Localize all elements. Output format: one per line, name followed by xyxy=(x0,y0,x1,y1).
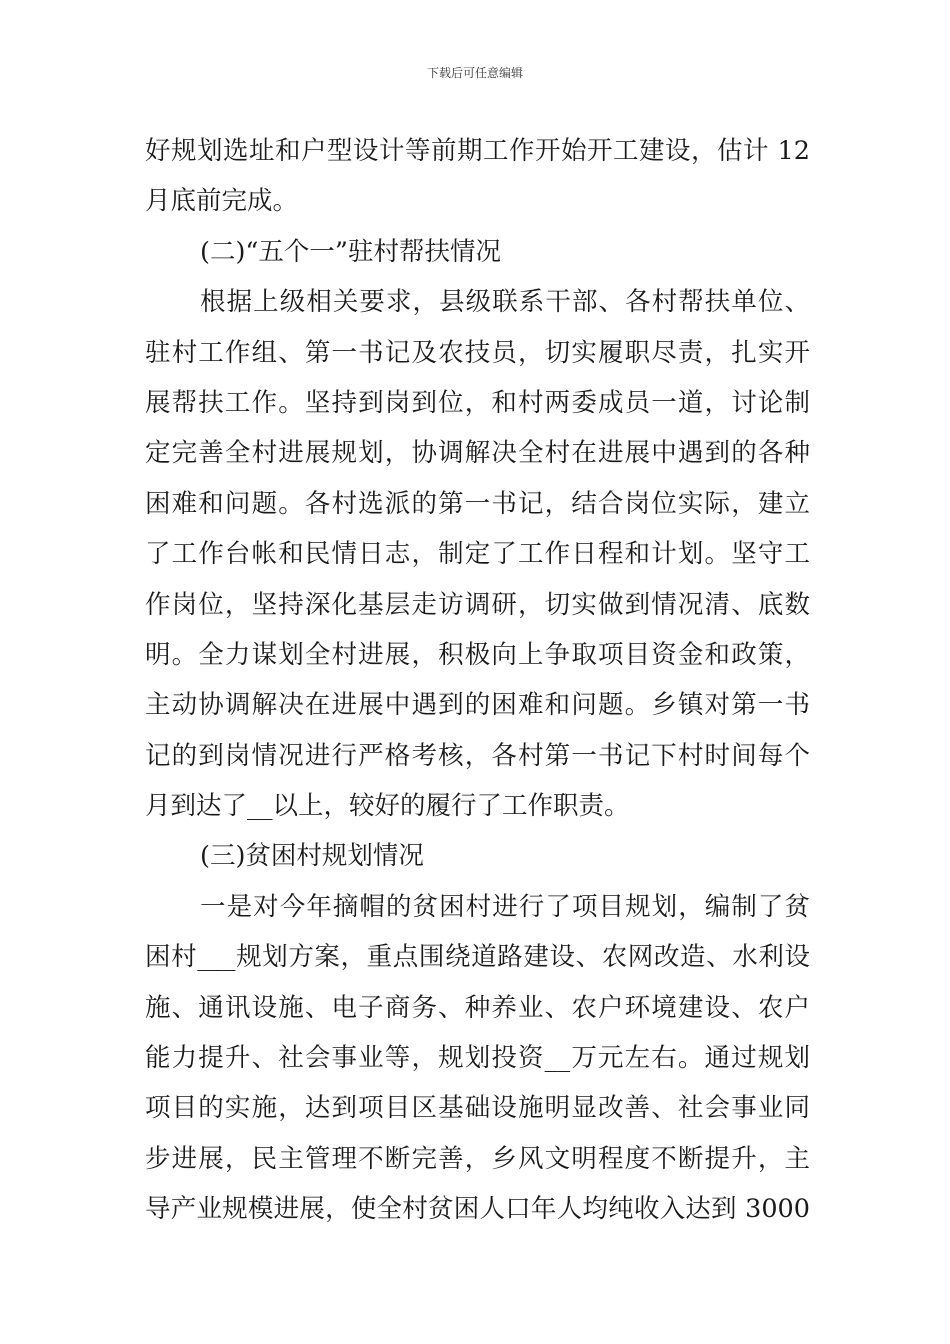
text-line: 能力提升、社会事业等，规划投资__万元左右。通过规划 xyxy=(145,1043,810,1074)
section-heading: (二)“五个一”驻村帮扶情况 xyxy=(200,236,501,267)
text-line: 施、通讯设施、电子商务、种养业、农户环境建设、农户 xyxy=(145,992,810,1023)
text-line: 定完善全村进展规划，协调解决全村在进展中遇到的各种 xyxy=(145,438,810,469)
text-line: 记的到岗情况进行严格考核，各村第一书记下村时间每个 xyxy=(145,740,810,771)
text-line: 明。全力谋划全村进展，积极向上争取项目资金和政策， xyxy=(145,639,810,670)
section-heading: (三)贫困村规划情况 xyxy=(200,841,424,872)
text-line: 步进展，民主管理不断完善，乡风文明程度不断提升，主 xyxy=(145,1143,810,1174)
page-header: 下载后可任意编辑 xyxy=(426,66,523,80)
text-line: 月底前完成。 xyxy=(145,186,299,217)
text-line: 困难和问题。各村选派的第一书记，结合岗位实际，建立 xyxy=(145,488,810,519)
text-line: 好规划选址和户型设计等前期工作开始开工建设，估计 12 xyxy=(145,136,810,166)
text-line: 项目的实施，达到项目区基础设施明显改善、社会事业同 xyxy=(145,1093,810,1124)
text-line: 导产业规模进展，使全村贫困人口年人均纯收入达到 3000 xyxy=(145,1194,810,1225)
text-line: 根据上级相关要求，县级联系干部、各村帮扶单位、 xyxy=(200,287,810,318)
text-line: 展帮扶工作。坚持到岗到位，和村两委成员一道，讨论制 xyxy=(145,387,810,418)
text-line: 作岗位，坚持深化基层走访调研，切实做到情况清、底数 xyxy=(145,589,810,620)
text-line: 了工作台帐和民情日志，制定了工作日程和计划。坚守工 xyxy=(145,539,810,570)
text-line: 一是对今年摘帽的贫困村进行了项目规划，编制了贫 xyxy=(200,891,810,922)
text-line: 困村___规划方案，重点围绕道路建设、农网改造、水利设 xyxy=(145,942,810,973)
body-text xyxy=(145,126,810,1235)
text-line: 驻村工作组、第一书记及农技员，切实履职尽责，扎实开 xyxy=(145,337,810,368)
text-line: 主动协调解决在进展中遇到的困难和问题。乡镇对第一书 xyxy=(145,690,810,721)
text-line: 月到达了__以上，较好的履行了工作职责。 xyxy=(145,791,630,822)
